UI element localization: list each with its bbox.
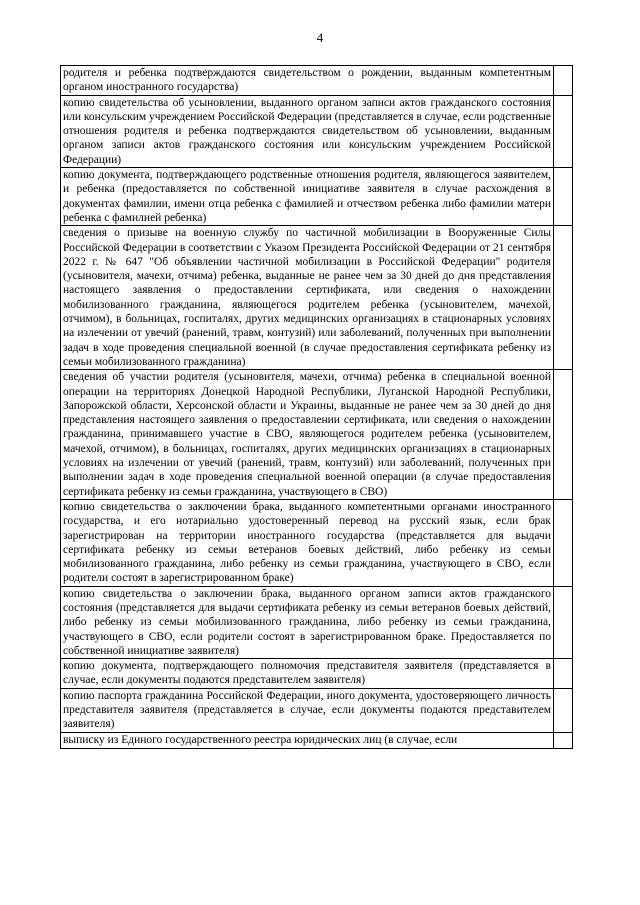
document-description: родителя и ребенка подтверждаются свидетельством о рождении, выданным компетентным органом иностранного государства) xyxy=(61,66,554,96)
table-row xyxy=(61,659,573,689)
table-row xyxy=(61,732,573,748)
document-description: копию свидетельства об усыновлении, выданного органом записи актов гражданского состояния или консульским учреждением Российской Федерации (представляется в случае, если родственные отношения родителя и ребенка подтверждаются свидетельством об усыновлении, выданным органом записи актов гражданского состояния или консульским учреждением Российской Федерации) xyxy=(61,95,554,167)
checkbox-cell[interactable] xyxy=(554,688,573,732)
table-row xyxy=(61,586,573,658)
checkbox-cell[interactable] xyxy=(554,370,573,500)
document-description: копию свидетельства о заключении брака, выданного органом записи актов гражданского состояния (представляется для выдачи сертификата ребенку из семьи ветеранов боевых действий, либо ребенку из семьи мобилизованного гражданина, либо ребенку из семьи гражданина, участвующего в СВО, если родители состоят в зарегистрированном браке. Предоставляется по собственной инициативе заявителя) xyxy=(61,586,554,658)
checkbox-cell[interactable] xyxy=(554,226,573,370)
document-description: копию документа, подтверждающего полномочия представителя заявителя (представляется в случае, если документы подаются представителем заявителя) xyxy=(61,659,554,689)
checkbox-cell[interactable] xyxy=(554,95,573,167)
document-description: сведения об участии родителя (усыновителя, мачехи, отчима) ребенка в специальной военной операции на территориях Донецкой Народной Республики, Луганской Народной Республики, Запорожской области, Херсонской области и Украины, выданные не ранее чем за 30 дней до дня представления настоящего заявления о предоставлении сертификата, или сведения о нахождении гражданина, принимавшего участие в СВО, являющегося родителем ребенка (усыновителем, мачехой, отчимом), в больницах, госпиталях, других медицинских организациях в стационарных условиях на излечении от увечий (ранений, травм, контузий) или заболеваний, полученных при выполнении задач в ходе проведения специальной военной операции (в случае предоставления сертификата ребенку из семьи гражданина, участвующего в СВО) xyxy=(61,370,554,500)
checkbox-cell[interactable] xyxy=(554,586,573,658)
document-description: копию свидетельства о заключении брака, выданного компетентными органами иностранного государства, и его нотариально удостоверенный перевод на русский язык, если брак зарегистрирован на территории иностранного государства (представляется для выдачи сертификата ребенку из семьи ветеранов боевых действий, либо ребенку из семьи мобилизованного гражданина, либо ребенку из семьи гражданина, участвующего в СВО, если родители состоят в зарегистрированном браке) xyxy=(61,499,554,586)
checkbox-cell[interactable] xyxy=(554,732,573,748)
document-description: копию паспорта гражданина Российской Федерации, иного документа, удостоверяющего личность представителя заявителя (представляется в случае, если документы подаются представителем заявителя) xyxy=(61,688,554,732)
page-number: 4 xyxy=(316,30,324,45)
checkbox-cell[interactable] xyxy=(554,168,573,226)
table-row xyxy=(61,226,573,370)
checkbox-cell[interactable] xyxy=(554,659,573,689)
table-row xyxy=(61,499,573,586)
table-row xyxy=(61,95,573,167)
table-row xyxy=(61,370,573,500)
document-description: сведения о призыве на военную службу по частичной мобилизации в Вооруженные Силы Российской Федерации в соответствии с Указом Президента Российской Федерации от 21 сентября 2022 г. № 647 "Об объявлении частичной мобилизации в Российской Федерации" родителя (усыновителя, мачехи, отчима) ребенка, выданные не ранее чем за 30 дней до дня представления настоящего заявления о предоставлении сертификата, или сведения о нахождении мобилизованного гражданина, являющегося родителем ребенка (усыновителем, мачехой, отчимом), в больницах, госпиталях, других медицинских организациях в стационарных условиях на излечении от увечий (ранений, травм, контузий) или заболеваний, полученных при выполнении задач в ходе проведения специальной военной (в случае предоставления сертификата ребенку из семьи мобилизованного гражданина) xyxy=(61,226,554,370)
table-row xyxy=(61,66,573,96)
table-row xyxy=(61,688,573,732)
document-description-text: выписку из Единого государственного реестра юридических лиц (в случае, если xyxy=(63,733,458,746)
document-description xyxy=(61,732,554,748)
documents-table xyxy=(60,65,573,749)
document-description: копию документа, подтверждающего родственные отношения родителя, являющегося заявителем, и ребенка (предоставляется по собственной инициативе заявителя в случае расхождения в документах фамилии, имени отца ребенка с фамилией и отчеством ребенка либо фамилии матери ребенка с фамилией ребенка) xyxy=(61,168,554,226)
table-row xyxy=(61,168,573,226)
checkbox-cell[interactable] xyxy=(554,66,573,96)
checkbox-cell[interactable] xyxy=(554,499,573,586)
